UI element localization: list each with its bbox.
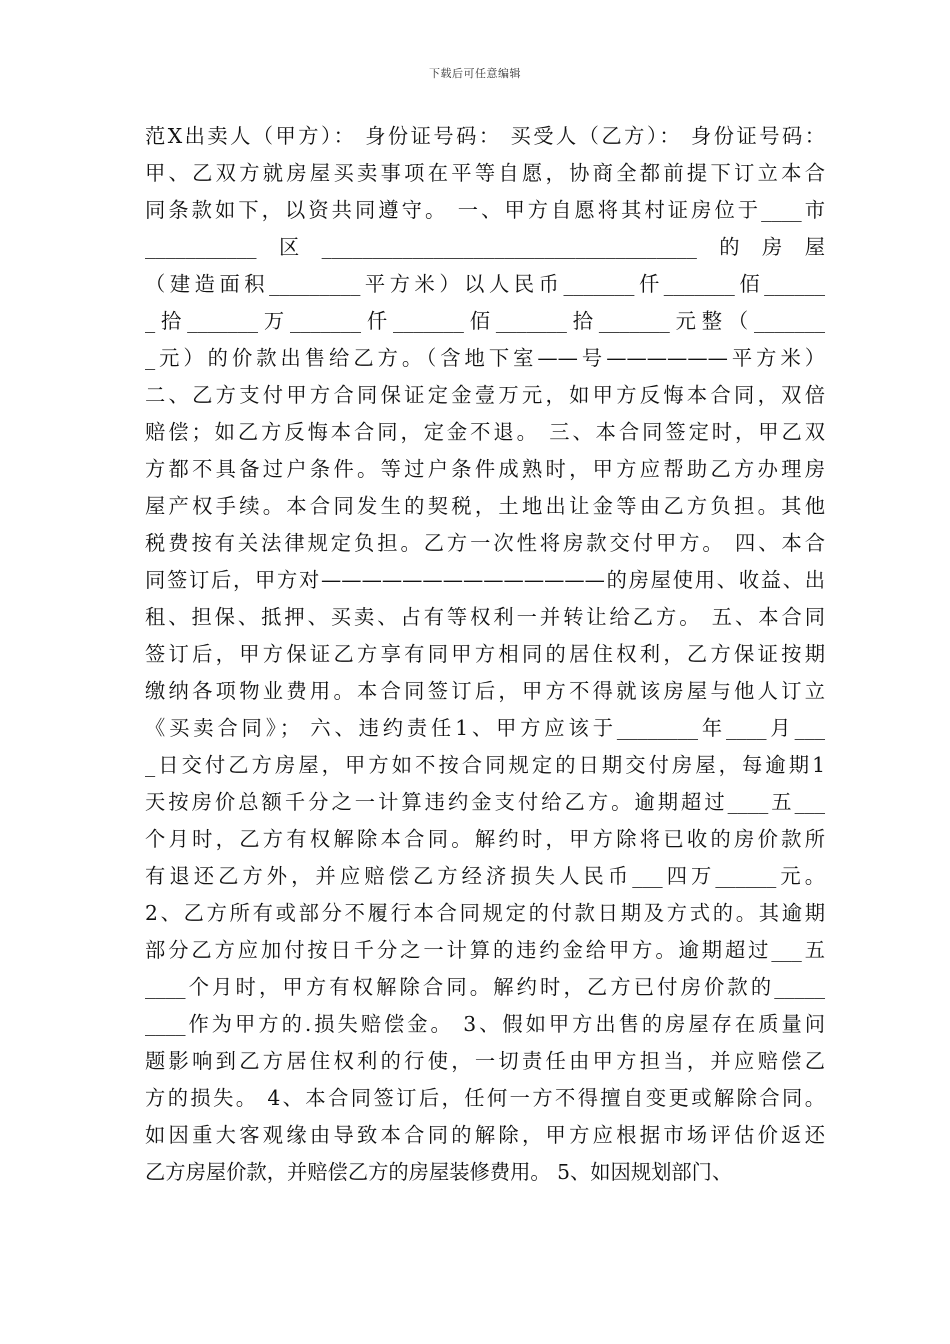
text-line: 如因重大客观缘由导致本合同的解除，甲方应根据市场评估价返还 xyxy=(145,1123,825,1147)
contract-body xyxy=(145,118,825,1191)
text-line: _拾_______万_______仟_______佰_______拾_______元整（_______ xyxy=(145,309,825,333)
text-line: 甲、乙双方就房屋买卖事项在平等自愿，协商全都前提下订立本合 xyxy=(145,161,825,185)
text-line: ____个月时，甲方有权解除合同。解约时，乙方已付房价款的_____ xyxy=(145,975,825,999)
text-line: 二、乙方支付甲方合同保证定金壹万元，如甲方反悔本合同，双倍 xyxy=(145,383,825,407)
text-line: 有退还乙方外，并应赔偿乙方经济损失人民币___四万______元。 xyxy=(145,864,825,888)
text-line: ___________区_____________________________________的房屋 xyxy=(145,235,825,259)
text-line: 2、乙方所有或部分不履行本合同规定的付款日期及方式的。其逾期 xyxy=(145,901,825,925)
text-line: 税费按有关法律规定负担。乙方一次性将房款交付甲方。 四、本合 xyxy=(145,531,825,555)
text-line: 个月时，乙方有权解除本合同。解约时，甲方除将已收的房价款所 xyxy=(145,827,825,851)
text-line: 天按房价总额千分之一计算违约金支付给乙方。逾期超过____五___ xyxy=(145,790,825,814)
text-line: 赔偿；如乙方反悔本合同，定金不退。 三、本合同签定时，甲乙双 xyxy=(145,420,825,444)
text-line: 方都不具备过户条件。等过户条件成熟时，甲方应帮助乙方办理房 xyxy=(145,457,825,481)
text-line: 同条款如下，以资共同遵守。 一、甲方自愿将其村证房位于____市 xyxy=(145,198,825,222)
text-line: 缴纳各项物业费用。本合同签订后，甲方不得就该房屋与他人订立 xyxy=(145,679,825,703)
text-line: 部分乙方应加付按日千分之一计算的违约金给甲方。逾期超过___五 xyxy=(145,938,825,962)
text-line: 题影响到乙方居住权利的行使，一切责任由甲方担当，并应赔偿乙 xyxy=(145,1049,825,1073)
text-line: 方的损失。 4、本合同签订后，任何一方不得擅自变更或解除合同。 xyxy=(145,1086,825,1110)
text-line: _元）的价款出售给乙方。（含地下室——号——————平方米） xyxy=(145,346,825,370)
text-line: ____作为甲方的.损失赔偿金。 3、假如甲方出售的房屋存在质量问 xyxy=(145,1012,825,1036)
text-line: 同签订后，甲方对——————————————的房屋使用、收益、出 xyxy=(145,568,825,592)
text-line: 租、担保、抵押、买卖、占有等权利一并转让给乙方。 五、本合同 xyxy=(145,605,825,629)
text-line: 范X出卖人（甲方）： 身份证号码： 买受人（乙方）： 身份证号码： xyxy=(145,124,825,148)
text-line: _日交付乙方房屋，甲方如不按合同规定的日期交付房屋，每逾期1 xyxy=(145,753,825,777)
page-header-note: 下载后可任意编辑 xyxy=(429,67,521,80)
text-line: 签订后，甲方保证乙方享有同甲方相同的居住权利，乙方保证按期 xyxy=(145,642,825,666)
text-line: （建造面积_________平方米）以人民币_______仟_______佰______ xyxy=(145,272,825,296)
text-line: 乙方房屋价款，并赔偿乙方的房屋装修费用。 5、如因规划部门、 xyxy=(145,1160,733,1184)
text-line: 屋产权手续。本合同发生的契税，土地出让金等由乙方负担。其他 xyxy=(145,494,825,518)
text-line: 《买卖合同》； 六、违约责任1、甲方应该于________年____月___ xyxy=(145,716,825,740)
